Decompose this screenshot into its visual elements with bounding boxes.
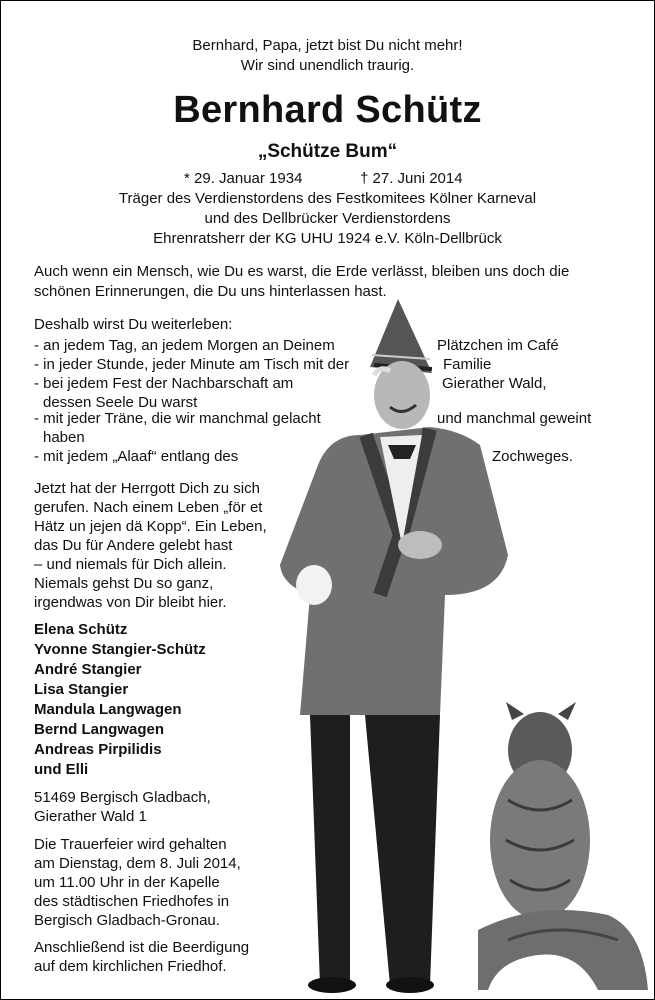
list-item-4-cont: haben [43,429,85,446]
funeral-line: Die Trauerfeier wird gehalten [34,836,227,853]
farewell-line: das Du für Andere gelebt hast [34,537,233,554]
list-item-1: - an jedem Tag, an jedem Morgen an Deinem [34,337,335,354]
mourner-name: André Stangier [34,661,142,678]
list-item-2-end: Familie [443,356,492,373]
burial-line: auf dem kirchlichen Friedhof. [34,958,227,975]
owl-photo [478,700,650,995]
paragraph-2: Deshalb wirst Du weiterleben: [34,316,233,333]
funeral-line: um 11.00 Uhr in der Kapelle [34,874,220,891]
list-item-4-end: und manchmal geweint [437,410,592,427]
paragraph-1-line-2: schönen Erinnerungen, die Du uns hinterlassen hast. [34,283,387,300]
list-item-2: - in jeder Stunde, jeder Minute am Tisch mit der [34,356,350,373]
farewell-line: irgendwas von Dir bleibt hier. [34,594,227,611]
nickname: „Schütze Bum“ [257,141,398,162]
honor-line-2: und des Dellbrücker Verdienstordens [204,210,451,227]
mourner-name: Lisa Stangier [34,681,129,698]
paragraph-1-line-1: Auch wenn ein Mensch, wie Du es warst, die Erde verlässt, bleiben uns doch die [34,263,570,280]
farewell-line: Niemals gehst Du so ganz, [34,575,214,592]
address-line: 51469 Bergisch Gladbach, [34,789,211,806]
intro-line-2: Wir sind unendlich traurig. [240,57,415,74]
list-item-1-end: Plätzchen im Café [437,337,559,354]
list-item-4: - mit jeder Träne, die wir manchmal gelacht [34,410,321,427]
funeral-line: Bergisch Gladbach-Gronau. [34,912,220,929]
list-item-3-end: Gierather Wald, [442,375,547,392]
list-item-5-end: Zochweges. [492,448,573,465]
farewell-line: Hätz un jejen dä Kopp“. Ein Leben, [34,518,267,535]
mourner-name: Mandula Langwagen [34,701,182,718]
honor-line-1: Träger des Verdienstordens des Festkomitees Kölner Karneval [118,190,537,207]
farewell-line: – und niemals für Dich allein. [34,556,227,573]
deceased-name: Bernhard Schütz [173,89,482,131]
intro-line-1: Bernhard, Papa, jetzt bist Du nicht mehr! [192,37,463,54]
farewell-line: Jetzt hat der Herrgott Dich zu sich [34,480,260,497]
address-line: Gierather Wald 1 [34,808,147,825]
list-item-5: - mit jedem „Alaaf“ entlang des [34,448,239,465]
list-item-3-cont: dessen Seele Du warst [43,394,198,411]
mourner-name: Elena Schütz [34,621,128,638]
mourner-name: und Elli [34,761,89,778]
farewell-line: gerufen. Nach einem Leben „för et [34,499,263,516]
mourner-name: Bernd Langwagen [34,721,165,738]
mourner-name: Andreas Pirpilidis [34,741,162,758]
list-item-3: - bei jedem Fest der Nachbarschaft am [34,375,294,392]
funeral-line: des städtischen Friedhofes in [34,893,230,910]
burial-line: Anschließend ist die Beerdigung [34,939,250,956]
honor-line-3: Ehrenratsherr der KG UHU 1924 e.V. Köln-Dellbrück [153,230,502,247]
mourner-name: Yvonne Stangier-Schütz [34,641,206,658]
death-date: † 27. Juni 2014 [360,170,463,187]
birth-date: * 29. Januar 1934 [184,170,303,187]
funeral-line: am Dienstag, dem 8. Juli 2014, [34,855,241,872]
